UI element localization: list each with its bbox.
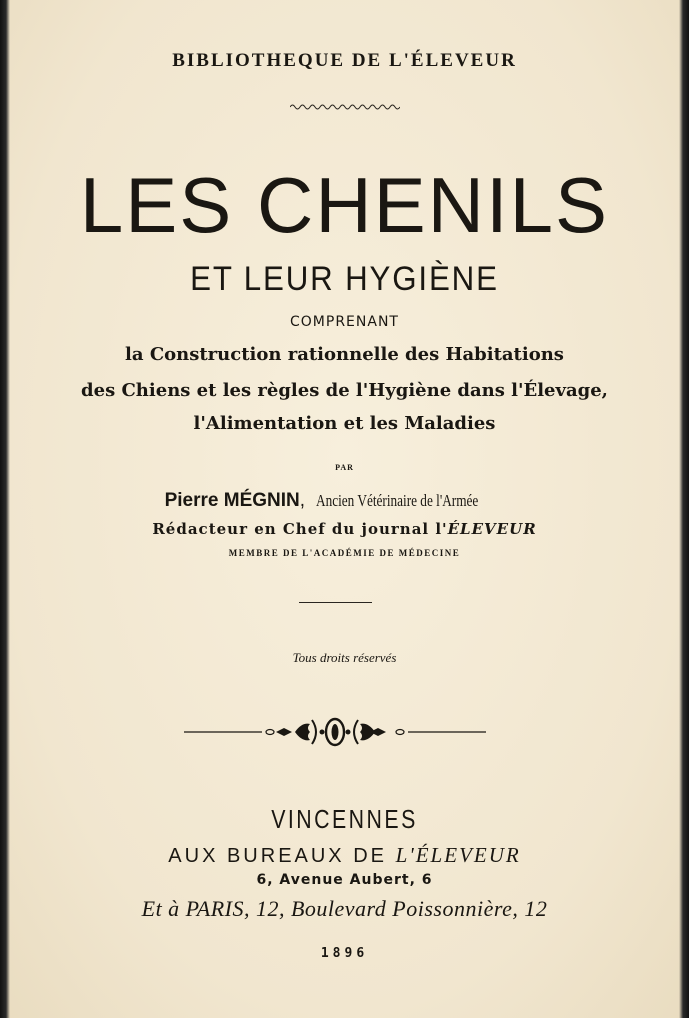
imprint-paris: Et à PARIS, 12, Boulevard Poissonnière, 12 — [141, 896, 548, 921]
author-name: Pierre MÉGNIN — [164, 490, 300, 511]
editor-prefix: Rédacteur en Chef du journal l' — [152, 520, 448, 538]
series-title: BIBLIOTHEQUE DE L'ÉLEVEUR — [172, 50, 517, 71]
fleuron-ornament-icon — [180, 714, 490, 750]
bureaux-prefix: AUX BUREAUX DE — [168, 845, 387, 867]
imprint-bureaux — [0, 843, 689, 868]
short-rule — [299, 602, 372, 603]
description-line-3: l'Alimentation et les Maladies — [193, 413, 496, 434]
description-line-2: des Chiens et les règles de l'Hygiène dans l'Élevage, — [81, 380, 608, 401]
editor-journal: ÉLEVEUR — [447, 520, 537, 538]
rights-notice: Tous droits réservés — [292, 650, 397, 665]
publication-year: 1896 — [320, 946, 369, 961]
imprint-city: VINCENNES — [271, 804, 418, 834]
wavy-rule-icon — [0, 96, 689, 115]
book-title: LES CHENILS — [79, 161, 610, 249]
comprenant-label: COMPRENANT — [290, 314, 399, 330]
author-rank: Ancien Vétérinaire de l'Armée — [316, 491, 479, 510]
imprint-address: 6, Avenue Aubert, 6 — [256, 872, 433, 888]
member-line: MEMBRE DE L'ACADÉMIE DE MÉDECINE — [228, 548, 461, 558]
bureaux-journal: L'ÉLEVEUR — [395, 843, 521, 867]
par-label: PAR — [335, 463, 354, 472]
editor-line — [0, 520, 689, 538]
description-line-1: la Construction rationnelle des Habitations — [125, 344, 564, 365]
book-subtitle: ET LEUR HYGIÈNE — [190, 260, 499, 298]
author-line: Pierre MÉGNIN, Ancien Vétérinaire de l'Armée — [164, 490, 479, 511]
